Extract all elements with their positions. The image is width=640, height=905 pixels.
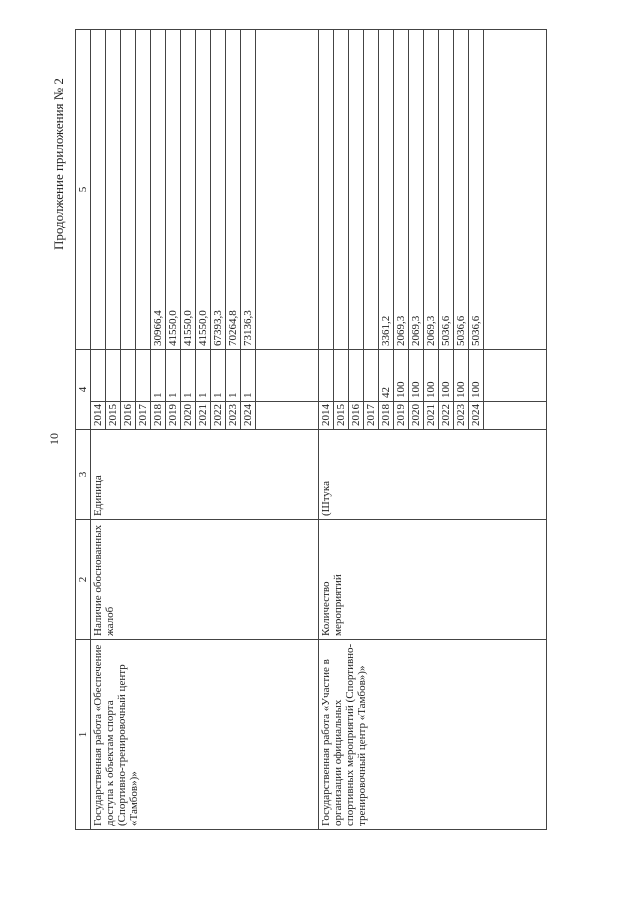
amount-cell: 2069,3 — [394, 30, 409, 350]
year-cell: 2023 — [454, 402, 469, 430]
value-cell: 100 — [454, 350, 469, 402]
value-cell — [364, 350, 379, 402]
value-cell: 1 — [166, 350, 181, 402]
amount-cell: 41550,0 — [166, 30, 181, 350]
unit-cell: Единица — [91, 430, 319, 520]
indicator-cell: Наличие обоснованных жалоб — [91, 520, 319, 640]
amount-cell: 2069,3 — [409, 30, 424, 350]
year-cell: 2022 — [439, 402, 454, 430]
value-cell — [334, 350, 349, 402]
year-cell: 2017 — [136, 402, 151, 430]
spacer-cell — [256, 30, 319, 350]
header-col-2: 2 — [76, 520, 91, 640]
amount-cell: 70264,8 — [226, 30, 241, 350]
table-row — [319, 30, 334, 830]
spacer-cell — [256, 402, 319, 430]
amount-cell: 67393,3 — [211, 30, 226, 350]
amount-cell: 5036,6 — [454, 30, 469, 350]
amount-cell — [319, 30, 334, 350]
value-cell: 1 — [196, 350, 211, 402]
amount-cell — [106, 30, 121, 350]
amount-cell: 5036,6 — [469, 30, 484, 350]
year-cell: 2018 — [151, 402, 166, 430]
year-cell: 2023 — [226, 402, 241, 430]
value-cell: 1 — [211, 350, 226, 402]
page-number: 10 — [47, 433, 61, 445]
year-cell: 2021 — [196, 402, 211, 430]
year-cell: 2019 — [394, 402, 409, 430]
year-cell: 2022 — [211, 402, 226, 430]
value-cell — [319, 350, 334, 402]
amount-cell — [91, 30, 106, 350]
value-cell: 100 — [469, 350, 484, 402]
table-body — [91, 30, 547, 830]
year-cell: 2018 — [379, 402, 394, 430]
year-cell: 2020 — [409, 402, 424, 430]
spacer-cell — [484, 350, 547, 402]
header-col-5: 5 — [76, 30, 91, 350]
year-cell: 2020 — [181, 402, 196, 430]
value-cell: 100 — [424, 350, 439, 402]
rotated-table-wrapper — [75, 30, 515, 830]
year-cell: 2024 — [241, 402, 256, 430]
header-row — [76, 30, 91, 830]
amount-cell: 5036,6 — [439, 30, 454, 350]
header-col-4: 4 — [76, 350, 91, 430]
work-cell: Государственная работа «Обеспечение доступа к объектам спорта (Спортивно-тренировочный центр «Тамбов»)» — [91, 640, 319, 830]
year-cell: 2015 — [106, 402, 121, 430]
value-cell — [91, 350, 106, 402]
appendix-table — [75, 29, 547, 830]
year-cell: 2014 — [91, 402, 106, 430]
value-cell: 100 — [409, 350, 424, 402]
table-row — [91, 30, 106, 830]
year-cell: 2019 — [166, 402, 181, 430]
value-cell: 1 — [241, 350, 256, 402]
work-cell: Государственная работа «Участие в организации официальных спортивных мероприятий (Спортивно-тренировочный центр «Тамбов»)» — [319, 640, 547, 830]
amount-cell — [349, 30, 364, 350]
spacer-cell — [484, 30, 547, 350]
year-cell: 2024 — [469, 402, 484, 430]
spacer-cell — [256, 350, 319, 402]
indicator-cell: Количество мероприятий — [319, 520, 547, 640]
year-cell: 2021 — [424, 402, 439, 430]
value-cell: 1 — [181, 350, 196, 402]
amount-cell: 30966,4 — [151, 30, 166, 350]
amount-cell — [334, 30, 349, 350]
year-cell: 2015 — [334, 402, 349, 430]
spacer-cell — [484, 402, 547, 430]
amount-cell: 2069,3 — [424, 30, 439, 350]
year-cell: 2016 — [121, 402, 136, 430]
value-cell: 100 — [439, 350, 454, 402]
year-cell: 2017 — [364, 402, 379, 430]
year-cell: 2014 — [319, 402, 334, 430]
header-col-3: 3 — [76, 430, 91, 520]
header-col-1: 1 — [76, 640, 91, 830]
value-cell: 1 — [226, 350, 241, 402]
amount-cell: 73136,3 — [241, 30, 256, 350]
value-cell — [136, 350, 151, 402]
amount-cell — [364, 30, 379, 350]
amount-cell: 3361,2 — [379, 30, 394, 350]
continuation-text: Продолжение приложения № 2 — [51, 78, 66, 250]
value-cell: 1 — [151, 350, 166, 402]
value-cell — [121, 350, 136, 402]
amount-cell: 41550,0 — [196, 30, 211, 350]
amount-cell — [136, 30, 151, 350]
value-cell: 100 — [394, 350, 409, 402]
value-cell — [349, 350, 364, 402]
year-cell: 2016 — [349, 402, 364, 430]
value-cell — [106, 350, 121, 402]
value-cell: 42 — [379, 350, 394, 402]
amount-cell: 41550,0 — [181, 30, 196, 350]
amount-cell — [121, 30, 136, 350]
unit-cell: (Штука — [319, 430, 547, 520]
